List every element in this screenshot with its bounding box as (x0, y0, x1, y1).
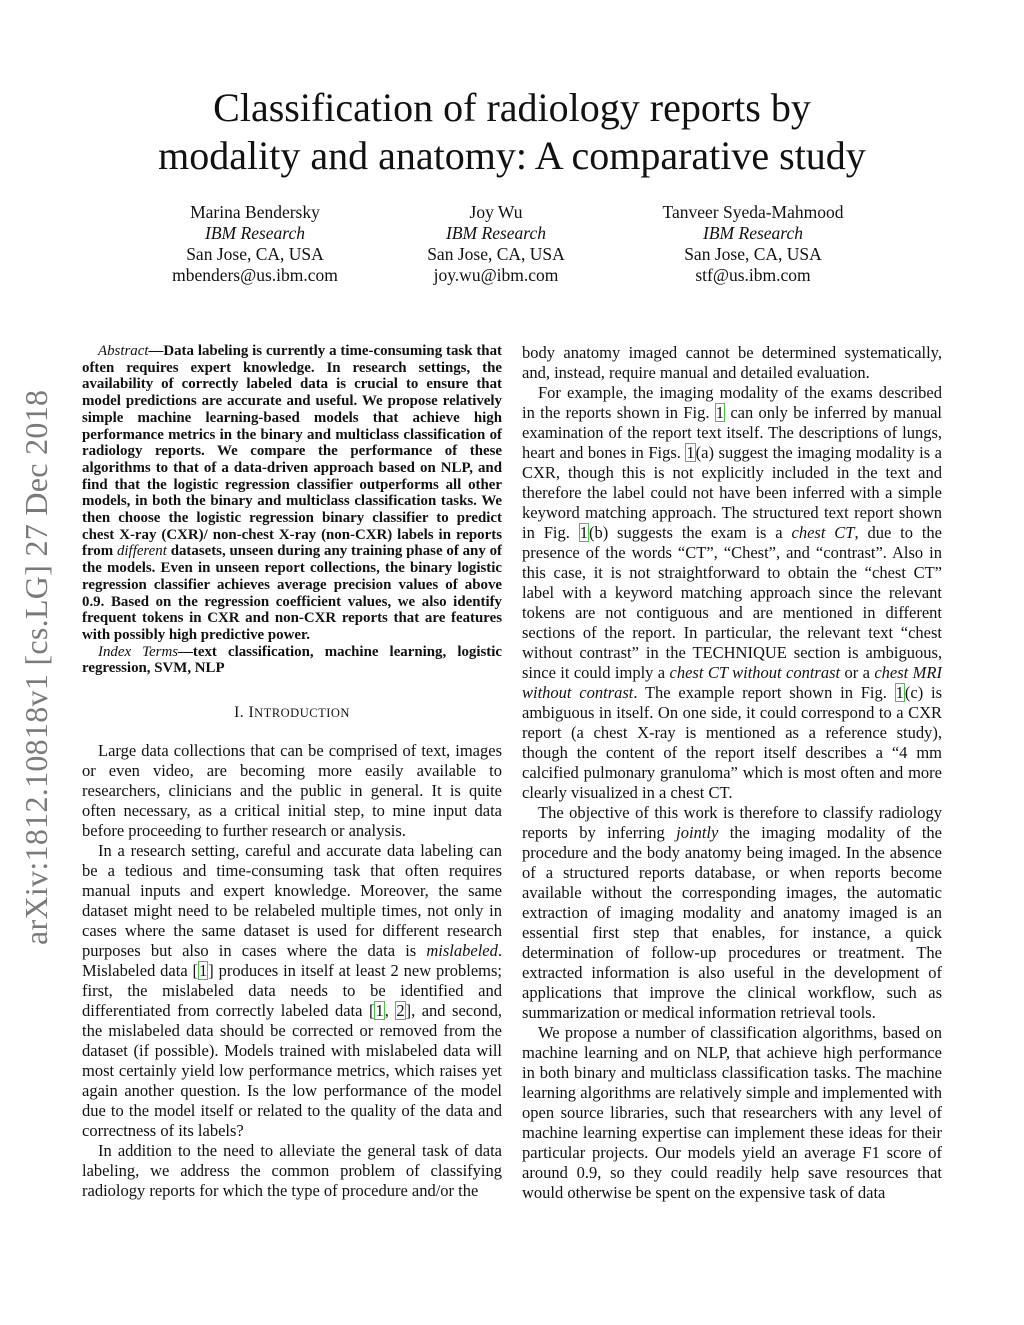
text-run: or a (840, 663, 875, 682)
left-column (82, 343, 502, 1201)
author-affiliation: IBM Research (205, 223, 305, 243)
emphasis-text: chest CT (791, 523, 855, 542)
emphasis-text: different (116, 543, 167, 560)
text-run: . The example report shown in Fig. (633, 683, 895, 702)
section-heading-introduction (82, 704, 502, 722)
text-run: . Mislabeled data [ (82, 941, 502, 981)
citation-link[interactable]: 1 (715, 403, 725, 422)
paragraph (522, 1023, 942, 1203)
section-title-initial: I (248, 704, 255, 722)
title-line-2: modality and anatomy: A comparative study (158, 133, 866, 178)
index-terms (82, 644, 502, 677)
author-block-1 (125, 202, 385, 286)
text-run: In a research setting, careful and accurate data labeling can be a tedious and time-consuming task that often requires manual inputs and expert knowledge. Moreover, the same dataset might need to be relabeled multiple times, not only in cases where the same dataset is used for different research purposes but also in cases where the data is (82, 841, 502, 961)
text-run: , (384, 1001, 396, 1021)
author-name: Joy Wu (469, 202, 523, 222)
paper-title (0, 84, 1024, 180)
paragraph (522, 383, 942, 803)
text-run: We propose a number of classification algorithms, based on machine learning and on NLP, that achieve high performance in both binary and multiclass classification tasks. The machine learning algorithms are relatively simple and implemented with open source libraries, such that researchers with any level of machine learning expertise can implement these ideas for their particular projects. Our models yield an average F1 score of around 0.9, so they could readily help save resources that would otherwise be spent on the expensive task of data (522, 1023, 942, 1202)
author-block-3 (623, 202, 883, 286)
paragraph (522, 343, 942, 383)
text-run: ], and second, the mislabeled data should be corrected or removed from the dataset (if possible). Models trained with mislabeled data will most certainly yield low performance metrics, which raises yet again another question. Is the low performance of the model due to the model itself or related to the quality of the data and correctness of its labels? (82, 1001, 503, 1141)
author-name: Marina Bendersky (190, 202, 320, 222)
text-run: datasets, unseen during any training phase of any of the models. Even in unseen report collections, the binary logistic regression classifier achieves average precision values of above 0.9. Based on the regression coefficient values, we also identify frequent tokens in CXR and non-CXR reports that are features with possibly high predictive power. (82, 543, 502, 643)
author-email: stf@us.ibm.com (695, 265, 811, 285)
author-location: San Jose, CA, USA (684, 244, 822, 264)
author-email: joy.wu@ibm.com (433, 265, 559, 285)
text-run: (c) is ambiguous in itself. On one side, it could correspond to a CXR report (a chest X-ray is mentioned as a reference study), though the content of the report itself describes a “4 mm calcified pulmonary granuloma” which is most often and more clearly visualized in a chest CT. (522, 683, 943, 802)
author-email: mbenders@us.ibm.com (172, 265, 338, 285)
right-body (522, 343, 942, 1203)
author-block-2 (366, 202, 626, 286)
text-run: , due to the presence of the words “CT”, “Chest”, and “contrast”. Also in this case, it is not straightforward to obtain the “chest CT” label with a keyword matching approach since the relevant tokens are not contiguous and are mentioned in different sections of the report. In particular, the relevant text “chest without contrast” in the TECHNIQUE section is ambiguous, since it could imply a (522, 523, 942, 682)
citation-link[interactable]: 2 (396, 1001, 405, 1021)
text-run: body anatomy imaged cannot be determined systematically, and, instead, require manual and detailed evaluation. (522, 343, 942, 382)
author-location: San Jose, CA, USA (186, 244, 324, 264)
paragraph (82, 741, 502, 841)
citation-link[interactable]: 1 (686, 443, 695, 462)
emphasis-text: Abstract (98, 343, 149, 359)
arxiv-identifier: arXiv:1812.10818v1 [cs.LG] 27 Dec 2018 (18, 389, 54, 945)
text-run: the imaging modality of the procedure and the body anatomy being imaged. In the absence of a structured reports database, or when reports become available without the corresponding images, the automatic extraction of imaging modality and anatomy imaged is an essential first step that enables, for instance, a quick determination of follow-up procedures or treatment. The extracted information is also useful in the development of applications that improve the clinical workflow, such as summarization or medical information retrieval tools. (522, 823, 943, 1022)
text-run: Large data collections that can be comprised of text, images or even video, are becoming more easily available to researchers, clinicians and the public in general. It is quite often necessary, as a critical initial step, to mine input data before proceeding to further research or analysis. (82, 741, 502, 841)
author-location: San Jose, CA, USA (427, 244, 565, 264)
text-run: The objective of this work is therefore to classify radiology reports by inferring (522, 803, 942, 842)
author-affiliation: IBM Research (703, 223, 803, 243)
emphasis-text: chest CT without contrast (669, 663, 841, 682)
paragraph (82, 841, 502, 1141)
author-affiliation: IBM Research (446, 223, 546, 243)
citation-link[interactable]: 1 (375, 1001, 384, 1021)
text-run: (b) suggests the exam is a (588, 523, 792, 542)
title-line-1: Classification of radiology reports by (213, 85, 811, 130)
text-run: can only be inferred by manual examination of the report text itself. The descriptions of lungs, heart and bones in Figs. (522, 403, 942, 462)
emphasis-text: Index Terms (98, 643, 179, 660)
section-number: I. (234, 704, 249, 722)
text-run: ] produces in itself at least 2 new problems; first, the mislabeled data needs to be identified and differentiated from correctly labeled data [ (82, 961, 502, 1021)
text-run: (a) suggest the imaging modality is a CXR, though this is not explicitly included in the text and therefore the label could not have been inferred with a simple keyword matching approach. The structured text report shown in Fig. (522, 443, 942, 542)
paragraph (82, 1141, 502, 1201)
text-run: For example, the imaging modality of the exams described in the reports shown in Fig. (522, 383, 942, 422)
text-run: In addition to the need to alleviate the general task of data labeling, we address the common problem of classifying radiology reports for which the type of procedure and/or the (82, 1141, 502, 1201)
citation-link[interactable]: 1 (579, 523, 588, 542)
emphasis-text: mislabeled (426, 941, 498, 961)
author-name: Tanveer Syeda-Mahmood (662, 202, 844, 222)
emphasis-text: chest MRI without contrast (522, 663, 942, 702)
citation-link[interactable]: 1 (199, 961, 208, 981)
abstract (82, 343, 502, 644)
emphasis-text: jointly (676, 823, 719, 842)
left-body (82, 741, 502, 1201)
section-title-rest: NTRODUCTION (254, 706, 350, 721)
citation-link[interactable]: 1 (895, 683, 904, 702)
text-run: —text classification, machine learning, logistic regression, SVM, NLP (82, 643, 502, 677)
text-run: —Data labeling is currently a time-consuming task that often requires expert knowledge. In research settings, the availability of correctly labeled data is crucial to ensure that model predictions are accurate and useful. We propose relatively simple machine learning-based models that achieve high performance metrics in the binary and multiclass classification of radiology reports. We compare the performance of these algorithms to that of a data-driven approach based on NLP, and find that the logistic regression classifier outperforms all other models, in both the binary and multiclass classification tasks. We then choose the logistic regression binary classifier to predict chest X-ray (CXR)/ non-chest X-ray (non-CXR) labels in reports from (82, 343, 502, 560)
paragraph (522, 803, 942, 1023)
right-column (522, 343, 942, 1203)
